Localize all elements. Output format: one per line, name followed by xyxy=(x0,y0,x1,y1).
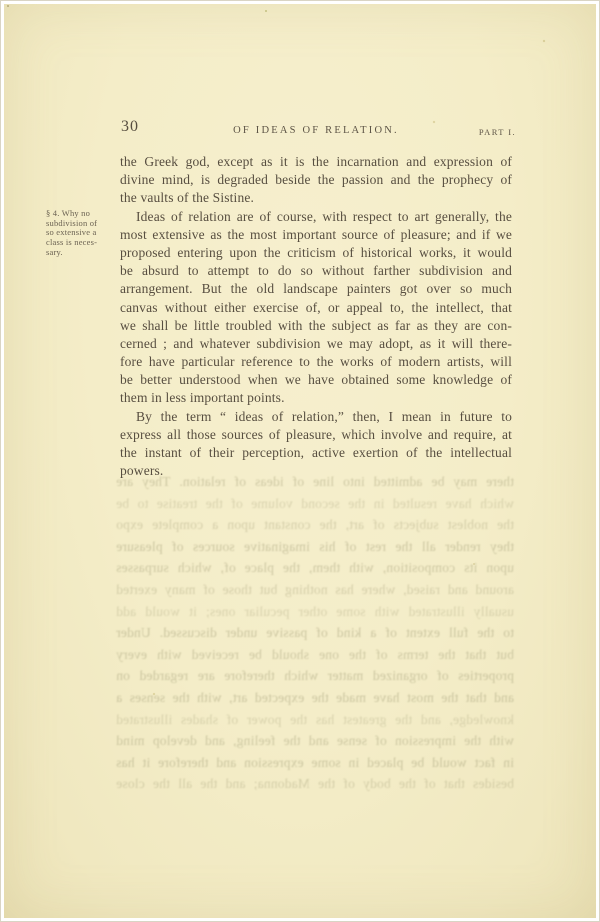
bleedthrough-line: they render all the rest of his imaginative sources of pleasure xyxy=(116,538,514,554)
bleedthrough-text xyxy=(116,471,514,795)
margin-note xyxy=(46,209,116,258)
margin-note-line: subdivision of xyxy=(46,217,98,228)
body-text xyxy=(120,153,512,480)
text-line: most extensive as the most important source of pleasure; and if we xyxy=(120,226,512,242)
text-line: canvas without either exercise of, or appeal to, the intellect, that xyxy=(120,299,512,315)
bleedthrough-line: with the impression of sense and the feeling, and develop mind xyxy=(116,733,514,749)
text-line: By the term “ ideas of relation,” then, I mean in future to xyxy=(136,408,512,424)
text-line: divine mind, is degraded beside the passion and the prophecy of xyxy=(120,172,512,188)
text-line: proposed entering upon the criticism of historical works, it would xyxy=(120,244,512,260)
margin-note-line: sary. xyxy=(46,246,63,257)
text-line: cerned ; and whatever subdivision we may adopt, as it will there- xyxy=(120,335,512,351)
bleedthrough-line: usually illustrated with some other peculiar ones; it would add xyxy=(116,603,514,619)
bleedthrough-line: knowledge, and the greatest has the power of shades illustrated xyxy=(116,711,514,727)
bleedthrough-line: there may be admitted into line of ideas of relation. They are xyxy=(116,474,514,489)
bleedthrough-line: to the full extent of a kind of passive under discussed. Under xyxy=(116,625,514,641)
bleedthrough-line: upon its composition, with them, the place of, which surpasses xyxy=(116,560,514,576)
text-line: express all those sources of pleasure, which involve and require, at xyxy=(120,426,512,442)
paragraph xyxy=(120,208,512,408)
text-line: fore have particular reference to the works of modern artists, will xyxy=(120,354,512,370)
part-label: PART I. xyxy=(478,127,516,137)
text-line: arrangement. But the old landscape painters got over so much xyxy=(120,281,512,297)
bleedthrough-line: but that the terms of the one should be received with every xyxy=(116,646,514,662)
bleedthrough-line: which have resulted in the second volume of the treatise to be xyxy=(116,495,514,511)
bleedthrough-line: the noblest subjects of art, the constant upon a complete expo xyxy=(116,517,514,533)
bleedthrough-line: besides that of the body of the Madonna; and the all the close xyxy=(116,776,514,792)
page-surface xyxy=(4,4,596,918)
paragraph xyxy=(120,153,512,208)
bleedthrough-line: in fact would be placed in some expression and therefore it has xyxy=(116,754,514,770)
margin-note-line: class is neces- xyxy=(46,237,98,248)
paragraph xyxy=(120,408,512,481)
text-line: Ideas of relation are of course, with respect to art generally, the xyxy=(136,208,512,224)
margin-note-line: so extensive a xyxy=(46,227,97,238)
text-line: be better understood when we have obtained some knowledge of xyxy=(120,372,512,388)
text-line: we shall be little troubled with the subject as far as they are con- xyxy=(120,317,512,333)
text-line: the vaults of the Sistine. xyxy=(120,190,255,206)
margin-note-line: § 4. Why no xyxy=(46,208,91,218)
text-line: the instant of their perception, active exertion of the intellectual xyxy=(120,445,512,460)
text-line: be absurd to attempt to do so without farther subdivision and xyxy=(120,263,512,279)
bleedthrough-line: around and raised, where has nothing but those of many exerted xyxy=(116,581,514,597)
bleedthrough-line: and that the most have made the expected art, with the senses a xyxy=(116,689,514,705)
bleedthrough-line: properties of organized matter which therefore are regarded on xyxy=(116,668,514,684)
page-number: 30 xyxy=(121,118,139,135)
text-line: powers. xyxy=(120,463,164,479)
running-title: OF IDEAS OF RELATION. xyxy=(233,125,399,136)
text-line: the Greek god, except as it is the incarnation and expression of xyxy=(120,154,512,169)
text-line: them in less important points. xyxy=(120,390,285,406)
